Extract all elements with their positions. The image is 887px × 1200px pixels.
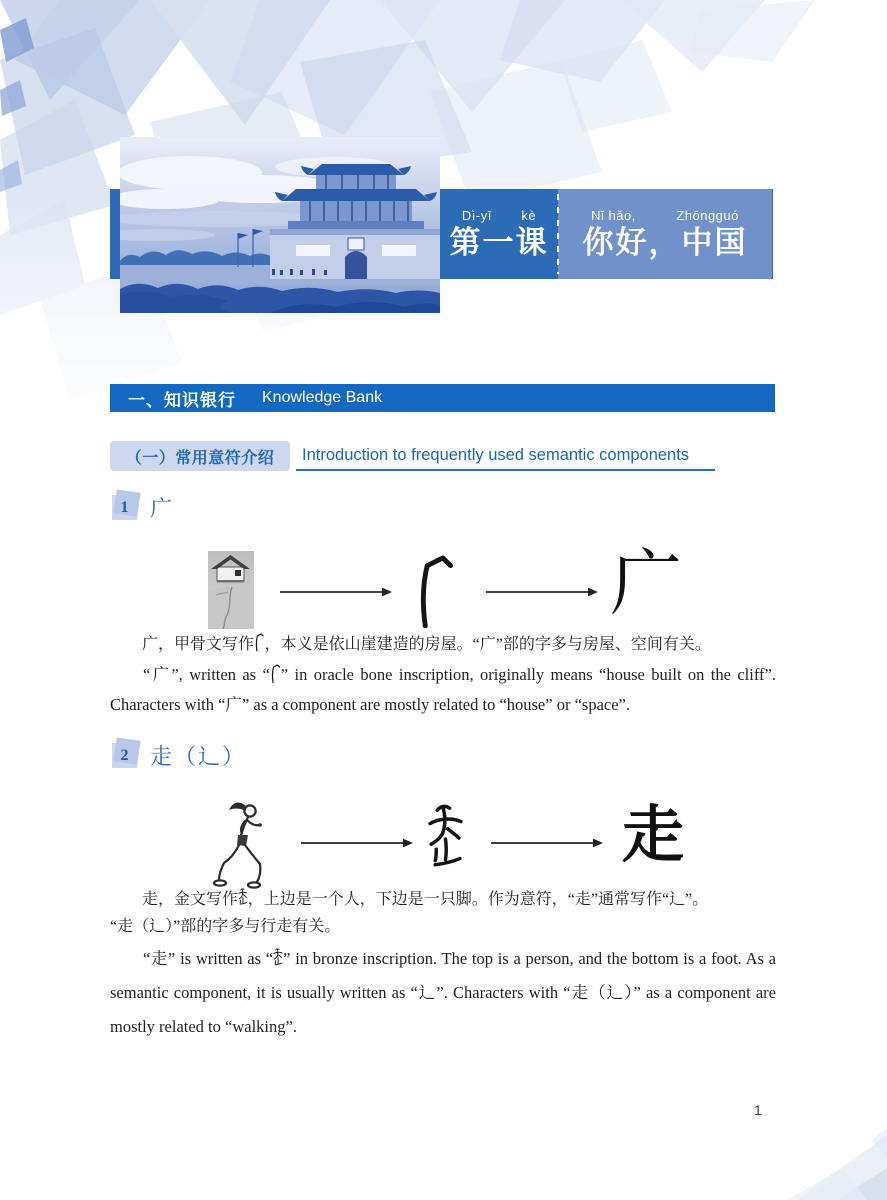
evolution-arrow-icon xyxy=(491,837,603,849)
lesson-title-box xyxy=(558,189,772,279)
item-1-english-text: “广”, written as “ ” in oracle bone inscription, originally means “house built on the cliff”. Characters with “广” as a component are mostly related to “house” or “space”. xyxy=(110,665,776,714)
section-header-bar xyxy=(110,384,775,412)
oracle-guang-glyph-inline xyxy=(270,665,281,684)
item-2-number-badge: 2 xyxy=(112,743,137,768)
lesson-number-hanzi: 第一课 xyxy=(449,224,549,260)
item-2-text xyxy=(110,886,776,1044)
lesson-title-pinyin: Nǐ hǎo, Zhōngguó xyxy=(591,207,739,223)
house-cliff-illustration xyxy=(208,551,254,629)
modern-guang-char: 广 xyxy=(610,544,683,624)
evolution-arrow-icon xyxy=(486,586,598,598)
background-pattern-bottom xyxy=(687,1080,887,1200)
bronze-zou-glyph-inline xyxy=(273,949,283,968)
lesson-number-box xyxy=(440,189,558,279)
lesson-title-hanzi: 你好，中国 xyxy=(582,224,748,260)
item-1-heading xyxy=(112,492,174,523)
subsection-header xyxy=(110,441,775,471)
item-2-evolution-row xyxy=(110,793,775,888)
item-2-chinese-text: 走，金文写作 ，上边是一个人，下边是一只脚。作为意符，“走”通常写作“辶”。 “走（辶）”部的字多与行走有关。 xyxy=(110,891,709,935)
item-1-text xyxy=(110,631,776,720)
item-1-chinese-text: 广，甲骨文写作 ，本义是依山崖建造的房屋。“广”部的字多与房屋、空间有关。 xyxy=(142,636,711,653)
section-title-cn: 一、知识银行 xyxy=(128,390,236,410)
subsection-underline xyxy=(296,441,715,471)
item-1-evolution-row xyxy=(110,544,775,638)
lesson-pinyin: Dì-yī kè xyxy=(461,207,537,223)
item-2-heading xyxy=(112,740,246,771)
oracle-guang-glyph-inline xyxy=(254,636,265,653)
item-2-english-text: “走” is written as “ ” in bronze inscription. The top is a person, and the bottom is a foot. As a semantic component, it is usually written as “辶”. Characters with “走（辶）” as a component are mostly related to “walking”. xyxy=(110,949,776,1036)
section-title-en: Knowledge Bank xyxy=(262,389,383,406)
item-2-title: 走（辶） xyxy=(150,744,247,769)
page-number: 1 xyxy=(754,1102,762,1118)
subsection-title-en: Introduction to frequently used semantic components xyxy=(302,445,690,464)
bronze-zou-glyph xyxy=(427,803,464,873)
evolution-arrow-icon xyxy=(280,586,392,598)
item-1-number-badge: 1 xyxy=(112,495,137,520)
oracle-guang-glyph xyxy=(413,554,457,628)
tiananmen-photo xyxy=(120,137,440,313)
modern-zou-char: 走 xyxy=(622,802,685,870)
banner-dashed-divider xyxy=(557,194,559,274)
bronze-zou-glyph-inline xyxy=(238,891,248,908)
subsection-pill: （一）常用意符介绍 xyxy=(110,441,290,471)
evolution-arrow-icon xyxy=(301,837,413,849)
runner-illustration xyxy=(210,798,266,890)
item-1-title: 广 xyxy=(150,496,175,521)
